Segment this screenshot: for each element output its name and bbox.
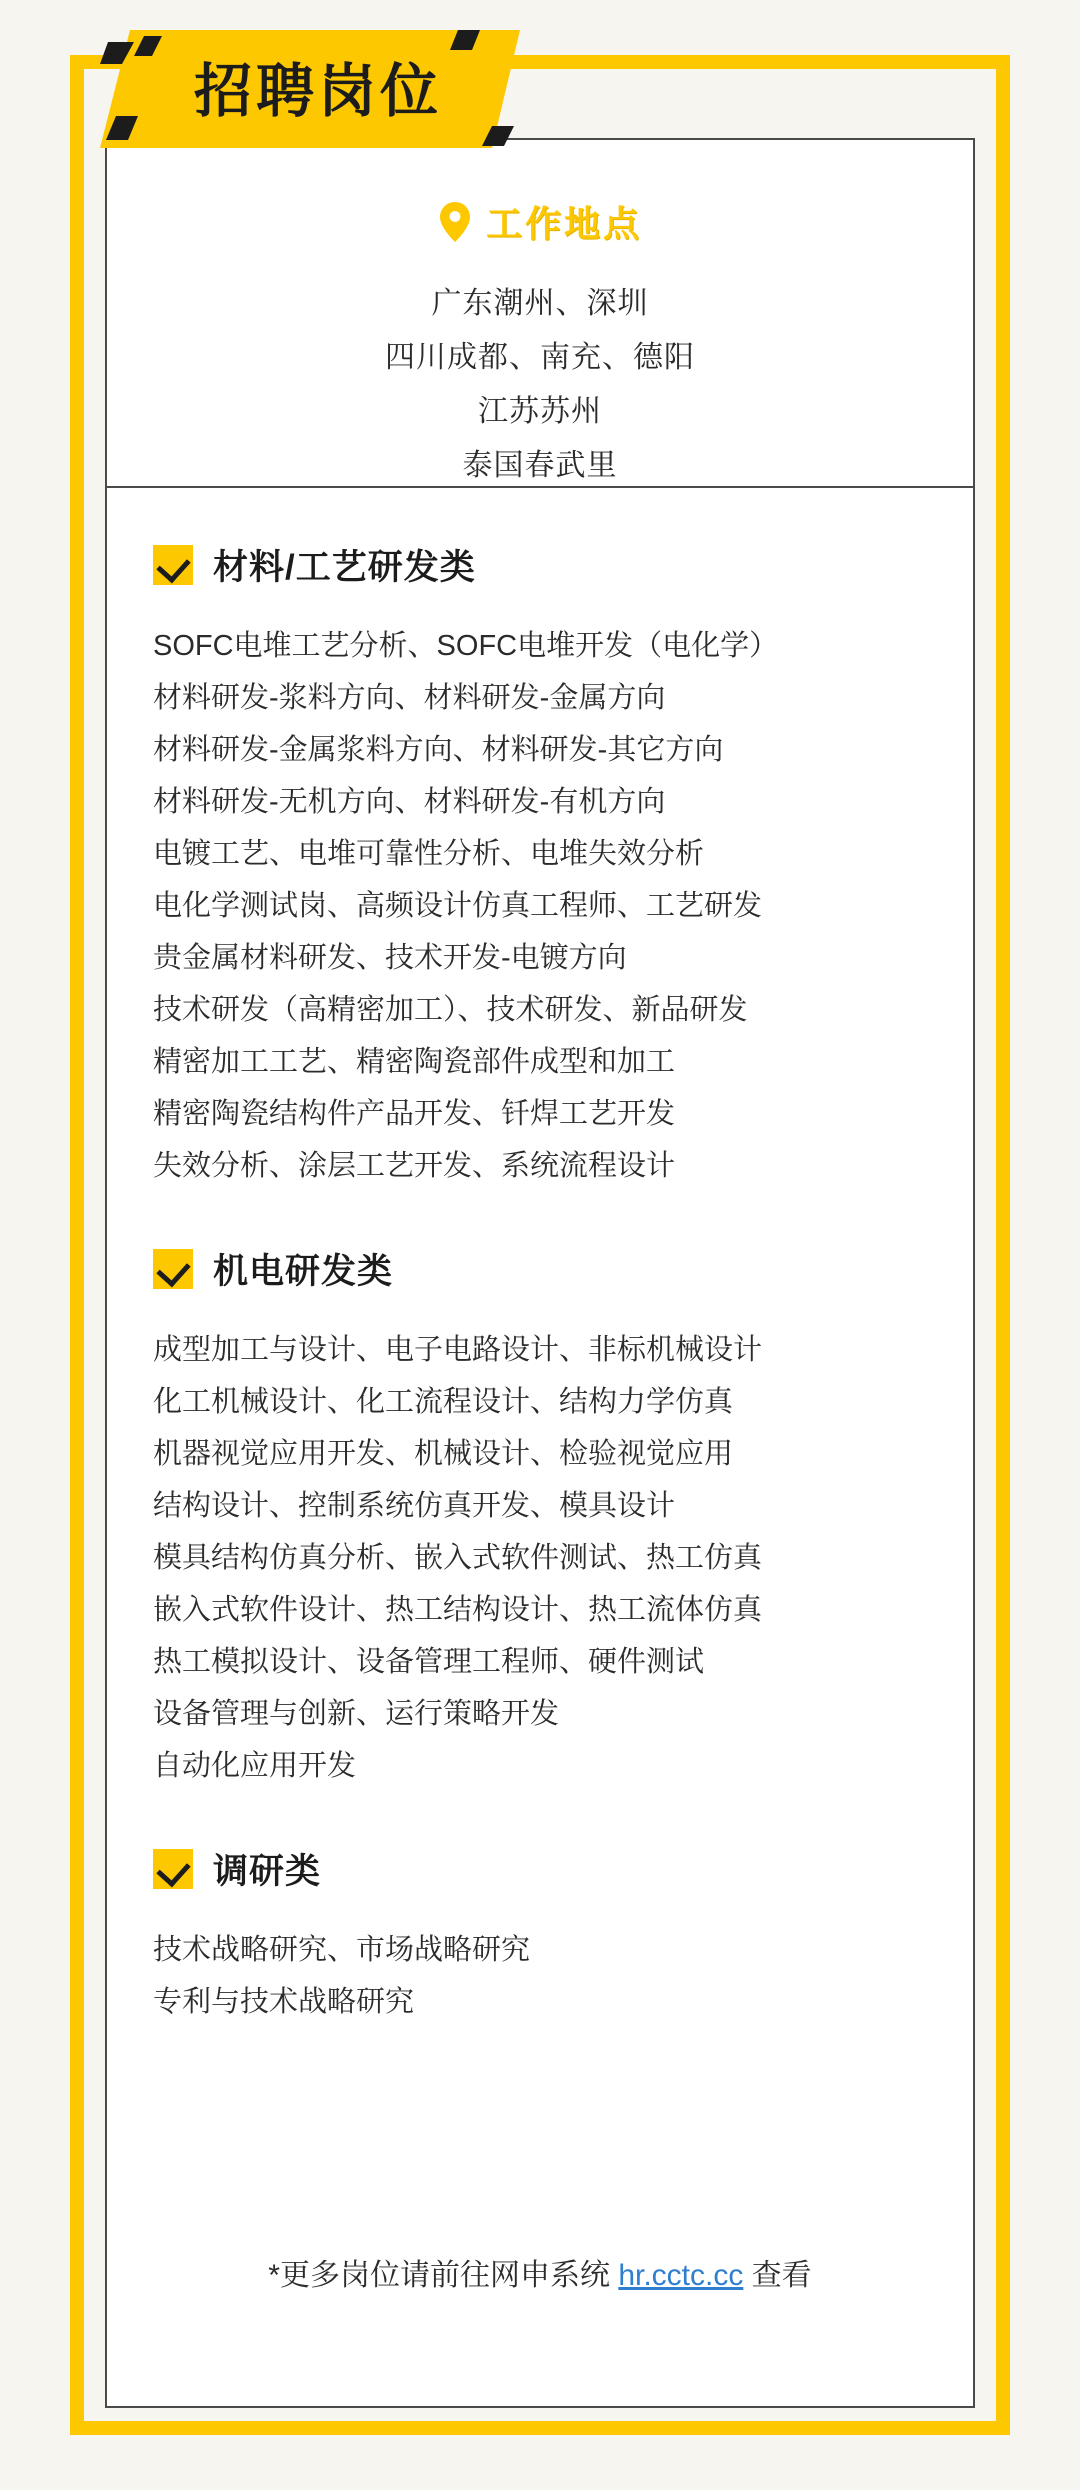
location-line: 四川成都、南充、德阳 xyxy=(385,341,695,374)
job-line: 技术研发（高精密加工）、技术研发、新品研发 xyxy=(153,994,748,1026)
category-title: 机电研发类 xyxy=(213,1252,394,1291)
banner-title: 招聘岗位 xyxy=(193,59,442,124)
job-category xyxy=(105,1244,975,1792)
location-title: 工作地点 xyxy=(485,203,642,244)
footnote xyxy=(105,2250,975,2294)
job-line: 机器视觉应用开发、机械设计、检验视觉应用 xyxy=(153,1438,734,1470)
banner xyxy=(100,30,520,148)
footnote-prefix: *更多岗位请前往网申系统 xyxy=(268,2259,619,2292)
location-line: 泰国春武里 xyxy=(462,449,618,482)
job-line: 热工模拟设计、设备管理工程师、硬件测试 xyxy=(153,1646,705,1678)
category-header xyxy=(153,1244,927,1294)
job-line: 嵌入式软件设计、热工结构设计、热工流体仿真 xyxy=(153,1594,763,1626)
category-header xyxy=(153,1844,927,1894)
job-line: 贵金属材料研发、技术开发-电镀方向 xyxy=(153,942,627,974)
category-job-list xyxy=(153,620,927,1192)
category-job-list xyxy=(153,1924,927,2028)
category-header xyxy=(153,540,927,590)
location-section xyxy=(105,138,975,488)
job-line: 材料研发-浆料方向、材料研发-金属方向 xyxy=(153,682,666,714)
location-lines xyxy=(105,277,975,493)
job-line: 专利与技术战略研究 xyxy=(153,1986,415,2018)
job-line: 电镀工艺、电堆可靠性分析、电堆失效分析 xyxy=(153,838,705,870)
category-title: 材料/工艺研发类 xyxy=(213,548,476,587)
location-line: 江苏苏州 xyxy=(478,395,602,428)
checkbox-icon xyxy=(153,1849,193,1889)
location-pin-icon xyxy=(438,202,472,242)
job-category xyxy=(105,1844,975,2028)
job-line: 结构设计、控制系统仿真开发、模具设计 xyxy=(153,1490,676,1522)
location-header xyxy=(105,196,975,247)
location-line: 广东潮州、深圳 xyxy=(431,287,649,320)
job-line: 化工机械设计、化工流程设计、结构力学仿真 xyxy=(153,1386,734,1418)
job-line: 电化学测试岗、高频设计仿真工程师、工艺研发 xyxy=(153,890,763,922)
job-line: 失效分析、涂层工艺开发、系统流程设计 xyxy=(153,1150,676,1182)
job-line: 材料研发-金属浆料方向、材料研发-其它方向 xyxy=(153,734,724,766)
job-line: SOFC电堆工艺分析、SOFC电堆开发（电化学） xyxy=(153,630,779,662)
job-line: 成型加工与设计、电子电路设计、非标机械设计 xyxy=(153,1334,763,1366)
job-line: 自动化应用开发 xyxy=(153,1750,357,1782)
category-job-list xyxy=(153,1324,927,1792)
job-line: 材料研发-无机方向、材料研发-有机方向 xyxy=(153,786,666,818)
job-line: 设备管理与创新、运行策略开发 xyxy=(153,1698,560,1730)
job-line: 模具结构仿真分析、嵌入式软件测试、热工仿真 xyxy=(153,1542,763,1574)
category-title: 调研类 xyxy=(213,1852,322,1891)
job-category xyxy=(105,540,975,1192)
application-system-link[interactable]: hr.cctc.cc xyxy=(618,2259,744,2292)
job-line: 精密加工工艺、精密陶瓷部件成型和加工 xyxy=(153,1046,676,1078)
job-categories xyxy=(105,488,975,2028)
checkbox-icon xyxy=(153,545,193,585)
checkbox-icon xyxy=(153,1249,193,1289)
job-line: 精密陶瓷结构件产品开发、钎焊工艺开发 xyxy=(153,1098,676,1130)
footnote-suffix: 查看 xyxy=(743,2259,812,2292)
job-line: 技术战略研究、市场战略研究 xyxy=(153,1934,531,1966)
